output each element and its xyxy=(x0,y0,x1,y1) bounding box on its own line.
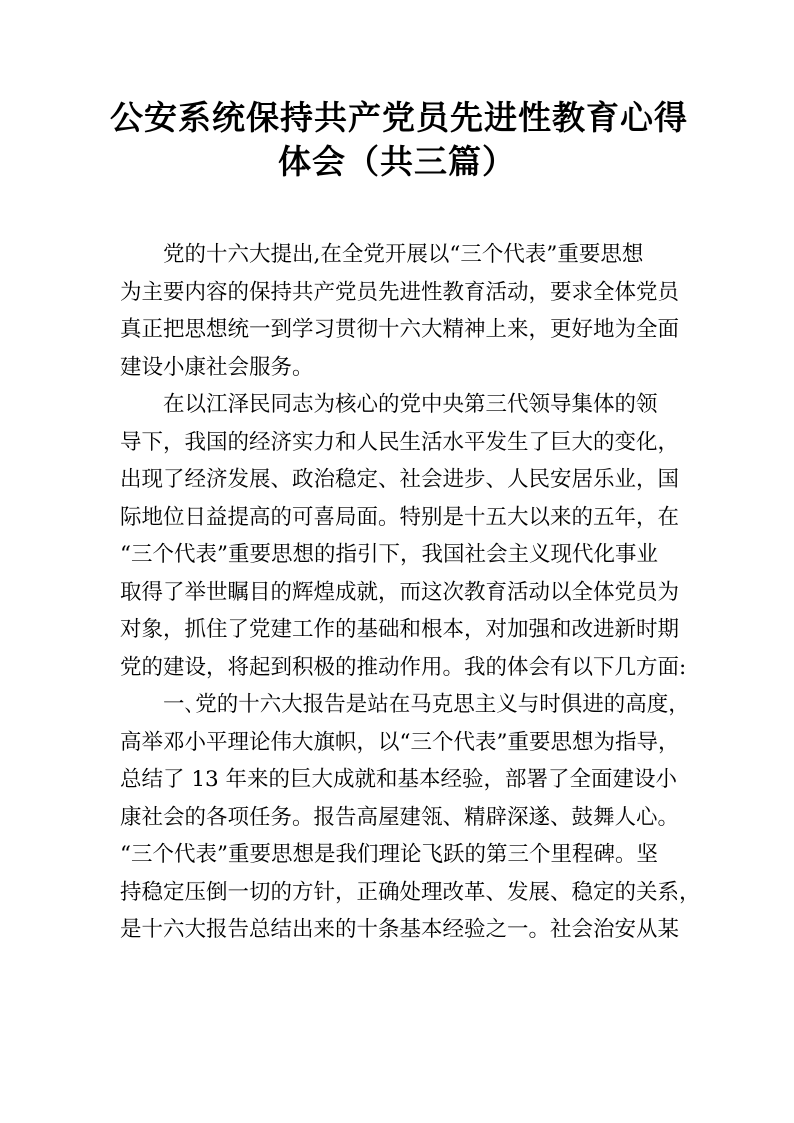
text-line: 取得了举世瞩目的辉煌成就，而这次教育活动以全体党员为 xyxy=(120,579,680,605)
text-line: 际地位日益提高的可喜局面。特别是十五大以来的五年，在 xyxy=(120,504,680,530)
text-line: 总结了 13 年来的巨大成就和基本经验，部署了全面建设小 xyxy=(120,767,678,792)
title-line: 体会（共三篇） xyxy=(278,142,516,181)
text-line: 在以江泽民同志为核心的党中央第三代领导集体的领 xyxy=(163,392,658,417)
text-line: 党的十六大提出,在全党开展以“三个代表”重要思想 xyxy=(163,242,644,267)
text-line: “三个代表”重要思想的指引下，我国社会主义现代化事业 xyxy=(120,542,658,567)
text-line: 真正把思想统一到学习贯彻十六大精神上来，更好地为全面 xyxy=(120,317,680,342)
paragraph-1 xyxy=(120,236,680,386)
text-line: 对象，抓住了党建工作的基础和根本，对加强和改进新时期 xyxy=(120,617,680,642)
text-line: 导下，我国的经济实力和人民生活水平发生了巨大的变化， xyxy=(120,429,680,455)
document-title xyxy=(110,96,688,184)
text-line: “三个代表”重要思想是我们理论飞跃的第三个里程碑。坚 xyxy=(120,842,658,867)
title-line: 公安系统保持共产党员先进性教育心得 xyxy=(110,98,688,137)
text-line: 康社会的各项任务。报告高屋建瓴、精辟深遂、鼓舞人心。 xyxy=(120,804,680,830)
text-line: 党的建设，将起到积极的推动作用。我的体会有以下几方面: xyxy=(120,654,687,680)
paragraph-3 xyxy=(120,686,701,949)
document-body xyxy=(120,236,701,949)
text-line: 持稳定压倒一切的方针，正确处理改革、发展、稳定的关系， xyxy=(120,879,701,905)
text-line: 为主要内容的保持共产党员先进性教育活动，要求全体党员 xyxy=(120,279,680,305)
text-line: 高举邓小平理论伟大旗帜，以“三个代表”重要思想为指导， xyxy=(120,729,680,755)
text-line: 是十六大报告总结出来的十条基本经验之一。社会治安从某 xyxy=(120,917,680,942)
text-line: 出现了经济发展、政治稳定、社会进步、人民安居乐业，国 xyxy=(120,467,680,492)
text-line: 建设小康社会服务。 xyxy=(120,354,314,380)
text-line: 一､党的十六大报告是站在马克思主义与时俱进的高度， xyxy=(163,692,690,717)
paragraph-2 xyxy=(120,386,687,686)
